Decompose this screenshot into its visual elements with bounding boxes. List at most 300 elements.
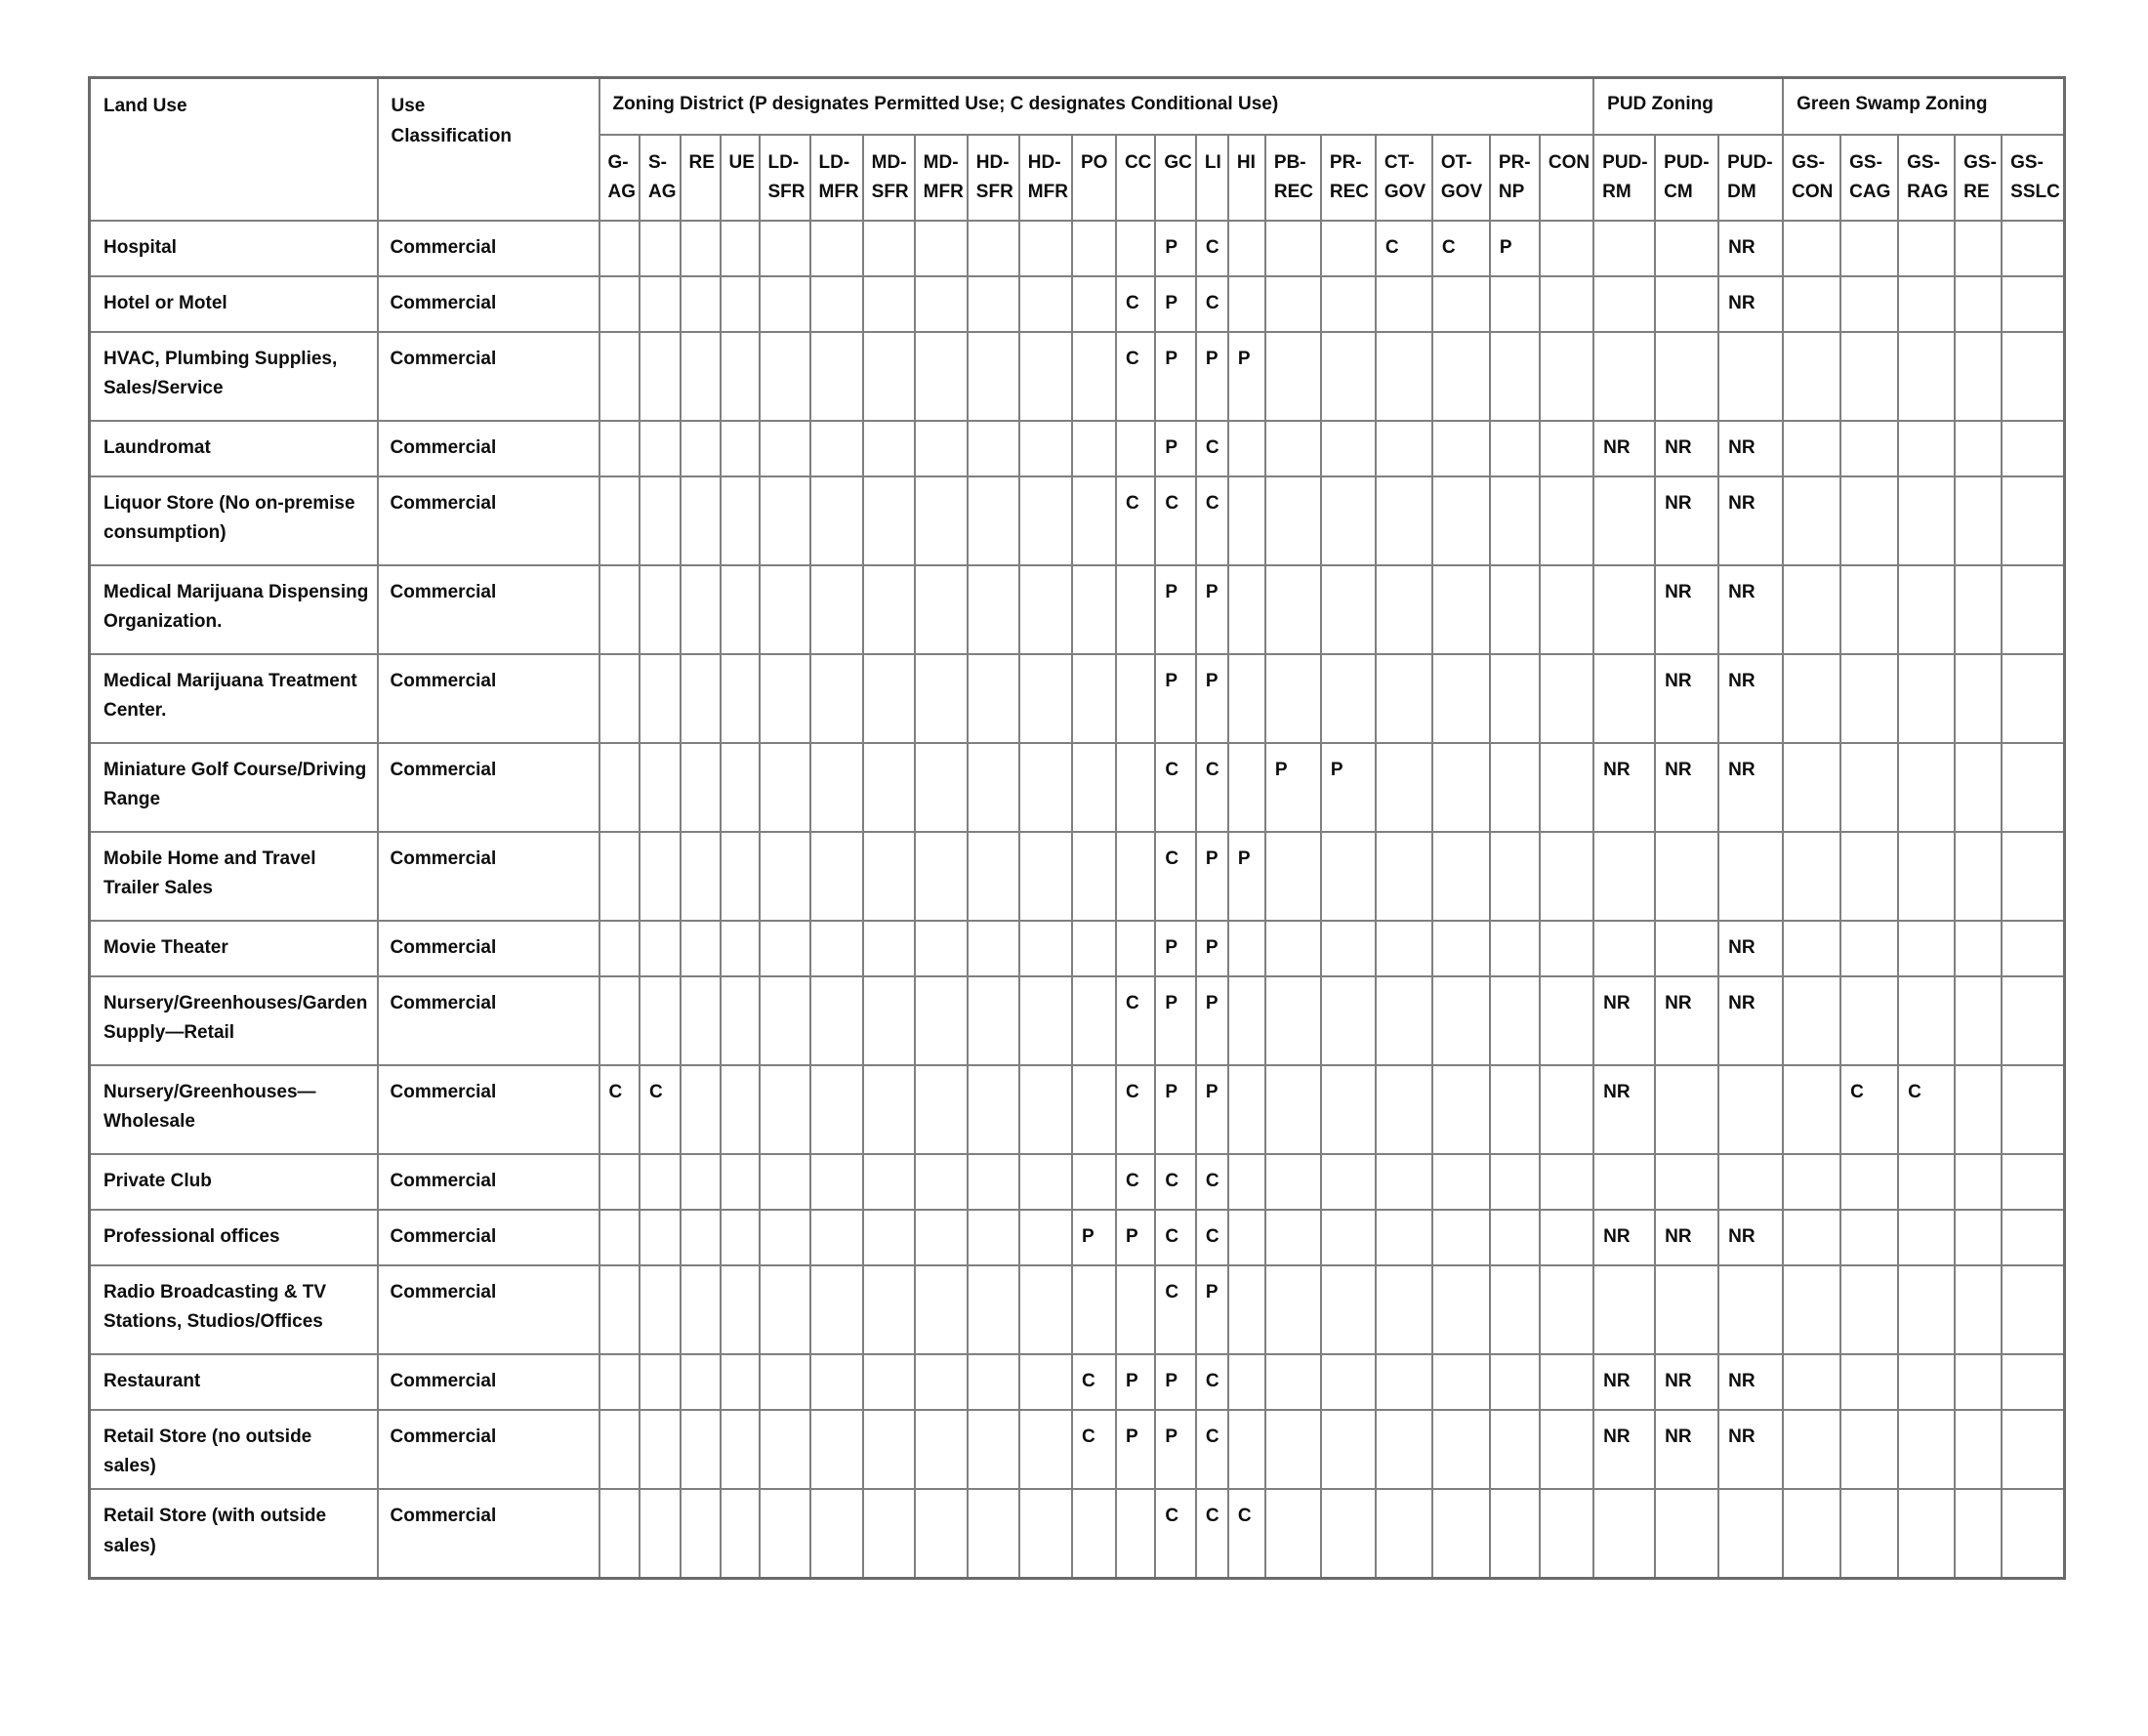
value-cell-gs-sslc (2002, 1065, 2064, 1154)
value-cell-gs-re (1955, 1265, 2002, 1354)
value-cell-ue (721, 1210, 760, 1265)
value-cell-po (1072, 1265, 1116, 1354)
value-cell-re (681, 1154, 721, 1210)
value-cell-md-sfr (863, 832, 915, 921)
value-cell-gs-cag (1840, 1410, 1898, 1490)
value-cell-con (1540, 276, 1593, 332)
value-cell-s-ag (640, 221, 681, 276)
value-cell-ld-mfr (810, 654, 863, 743)
value-cell-gs-cag (1840, 1210, 1898, 1265)
header-pud-zoning-group: PUD Zoning (1593, 78, 1783, 135)
value-cell-pr-np (1490, 421, 1540, 476)
value-cell-gs-rag (1898, 276, 1955, 332)
value-cell-con (1540, 1354, 1593, 1410)
value-cell-gs-rag (1898, 921, 1955, 976)
value-cell-md-sfr (863, 1489, 915, 1578)
value-cell-pud-cm (1655, 332, 1718, 421)
value-cell-ot-gov (1432, 832, 1490, 921)
value-cell-gs-con (1783, 421, 1840, 476)
value-cell-pr-np (1490, 565, 1540, 654)
value-cell-po (1072, 476, 1116, 565)
value-cell-pr-rec (1321, 565, 1376, 654)
value-cell-hd-sfr (968, 1065, 1019, 1154)
value-cell-pud-cm: NR (1655, 565, 1718, 654)
value-cell-gs-rag: C (1898, 1065, 1955, 1154)
value-cell-ld-mfr (810, 1489, 863, 1578)
value-cell-gs-re (1955, 1354, 2002, 1410)
value-cell-pr-rec (1321, 476, 1376, 565)
value-cell-pb-rec (1265, 1265, 1321, 1354)
value-cell-gs-rag (1898, 976, 1955, 1065)
value-cell-gs-cag (1840, 743, 1898, 832)
use-classification-cell: Commercial (378, 1410, 599, 1490)
use-classification-cell: Commercial (378, 276, 599, 332)
header-zoning-district-group: Zoning District (P designates Permitted Use; C designates Conditional Use) (599, 78, 1594, 135)
value-cell-gs-rag (1898, 332, 1955, 421)
value-cell-gc: P (1155, 921, 1196, 976)
value-cell-hd-sfr (968, 976, 1019, 1065)
table-row (90, 1354, 2065, 1410)
value-cell-li: P (1196, 921, 1228, 976)
value-cell-pud-dm: NR (1718, 276, 1783, 332)
value-cell-re (681, 1489, 721, 1578)
value-cell-ot-gov (1432, 1489, 1490, 1578)
value-cell-po (1072, 743, 1116, 832)
value-cell-pud-cm: NR (1655, 654, 1718, 743)
value-cell-gc: C (1155, 1489, 1196, 1578)
value-cell-pr-rec (1321, 976, 1376, 1065)
column-header-pr-np: PR-NP (1490, 135, 1540, 221)
value-cell-hi (1228, 1354, 1265, 1410)
value-cell-ld-sfr (760, 1154, 810, 1210)
value-cell-cc (1116, 565, 1155, 654)
value-cell-ot-gov (1432, 476, 1490, 565)
value-cell-hd-sfr (968, 1410, 1019, 1490)
value-cell-gs-cag (1840, 976, 1898, 1065)
value-cell-md-sfr (863, 921, 915, 976)
value-cell-pud-rm (1593, 476, 1655, 565)
value-cell-md-sfr (863, 221, 915, 276)
value-cell-cc (1116, 1265, 1155, 1354)
value-cell-md-sfr (863, 1065, 915, 1154)
value-cell-gs-cag (1840, 832, 1898, 921)
use-classification-cell: Commercial (378, 1154, 599, 1210)
value-cell-ld-mfr (810, 1065, 863, 1154)
value-cell-pr-np (1490, 332, 1540, 421)
value-cell-ld-mfr (810, 1354, 863, 1410)
value-cell-hi (1228, 976, 1265, 1065)
value-cell-gs-rag (1898, 1489, 1955, 1578)
column-header-pb-rec: PB-REC (1265, 135, 1321, 221)
value-cell-gs-con (1783, 1065, 1840, 1154)
value-cell-md-mfr (915, 1065, 968, 1154)
value-cell-gs-sslc (2002, 1265, 2064, 1354)
value-cell-pud-rm (1593, 921, 1655, 976)
value-cell-s-ag (640, 565, 681, 654)
value-cell-ld-mfr (810, 1410, 863, 1490)
value-cell-s-ag (640, 421, 681, 476)
value-cell-pud-cm (1655, 921, 1718, 976)
value-cell-ot-gov (1432, 743, 1490, 832)
value-cell-md-mfr (915, 276, 968, 332)
value-cell-gs-re (1955, 976, 2002, 1065)
value-cell-ld-sfr (760, 476, 810, 565)
value-cell-po: C (1072, 1354, 1116, 1410)
value-cell-gs-con (1783, 1354, 1840, 1410)
value-cell-pr-rec (1321, 1265, 1376, 1354)
value-cell-hd-sfr (968, 476, 1019, 565)
table-row (90, 1065, 2065, 1154)
value-cell-gs-re (1955, 276, 2002, 332)
value-cell-hd-sfr (968, 1354, 1019, 1410)
value-cell-md-mfr (915, 1489, 968, 1578)
value-cell-ct-gov (1376, 976, 1432, 1065)
use-classification-cell: Commercial (378, 421, 599, 476)
value-cell-gs-cag (1840, 565, 1898, 654)
value-cell-con (1540, 332, 1593, 421)
value-cell-hd-sfr (968, 1154, 1019, 1210)
use-classification-cell: Commercial (378, 1210, 599, 1265)
value-cell-gs-sslc (2002, 1210, 2064, 1265)
value-cell-ld-sfr (760, 332, 810, 421)
value-cell-li: C (1196, 221, 1228, 276)
value-cell-cc (1116, 221, 1155, 276)
value-cell-po (1072, 976, 1116, 1065)
value-cell-g-ag (599, 976, 640, 1065)
value-cell-ue (721, 1154, 760, 1210)
value-cell-g-ag (599, 1210, 640, 1265)
value-cell-hi (1228, 221, 1265, 276)
column-header-hi: HI (1228, 135, 1265, 221)
land-use-cell: Medical Marijuana Treatment Center. (90, 654, 378, 743)
value-cell-li: C (1196, 476, 1228, 565)
value-cell-ld-sfr (760, 1265, 810, 1354)
value-cell-con (1540, 1410, 1593, 1490)
value-cell-pud-dm: NR (1718, 976, 1783, 1065)
value-cell-g-ag (599, 332, 640, 421)
value-cell-md-mfr (915, 654, 968, 743)
value-cell-re (681, 332, 721, 421)
table-header (90, 78, 2065, 221)
value-cell-pb-rec (1265, 276, 1321, 332)
value-cell-li: P (1196, 832, 1228, 921)
value-cell-gs-rag (1898, 654, 1955, 743)
value-cell-con (1540, 221, 1593, 276)
header-group-row (90, 78, 2065, 135)
land-use-cell: HVAC, Plumbing Supplies, Sales/Service (90, 332, 378, 421)
value-cell-pr-rec (1321, 221, 1376, 276)
value-cell-pud-rm (1593, 832, 1655, 921)
value-cell-pud-cm: NR (1655, 476, 1718, 565)
column-header-li: LI (1196, 135, 1228, 221)
value-cell-pr-np (1490, 976, 1540, 1065)
value-cell-md-sfr (863, 1265, 915, 1354)
value-cell-re (681, 921, 721, 976)
document-page (0, 76, 2148, 1736)
value-cell-po (1072, 654, 1116, 743)
value-cell-con (1540, 832, 1593, 921)
value-cell-pr-np (1490, 1354, 1540, 1410)
value-cell-ue (721, 476, 760, 565)
value-cell-gs-con (1783, 832, 1840, 921)
value-cell-g-ag (599, 921, 640, 976)
value-cell-gs-cag (1840, 1489, 1898, 1578)
value-cell-ld-mfr (810, 221, 863, 276)
land-use-cell: Medical Marijuana Dispensing Organization. (90, 565, 378, 654)
header-use-classification (378, 78, 599, 221)
use-classification-cell: Commercial (378, 1065, 599, 1154)
value-cell-hd-sfr (968, 832, 1019, 921)
value-cell-s-ag (640, 332, 681, 421)
value-cell-hi (1228, 421, 1265, 476)
use-classification-cell: Commercial (378, 976, 599, 1065)
value-cell-gs-cag (1840, 276, 1898, 332)
column-header-ld-sfr: LD-SFR (760, 135, 810, 221)
value-cell-gs-sslc (2002, 743, 2064, 832)
land-use-cell: Nursery/Greenhouses—Wholesale (90, 1065, 378, 1154)
value-cell-gc: C (1155, 476, 1196, 565)
value-cell-con (1540, 976, 1593, 1065)
column-header-s-ag: S-AG (640, 135, 681, 221)
use-classification-cell: Commercial (378, 654, 599, 743)
value-cell-md-sfr (863, 1354, 915, 1410)
value-cell-re (681, 565, 721, 654)
value-cell-po (1072, 832, 1116, 921)
value-cell-md-sfr (863, 565, 915, 654)
header-green-swamp-zoning-group: Green Swamp Zoning (1783, 78, 2064, 135)
value-cell-hd-sfr (968, 421, 1019, 476)
value-cell-cc (1116, 654, 1155, 743)
value-cell-hd-mfr (1019, 976, 1072, 1065)
value-cell-pr-rec: P (1321, 743, 1376, 832)
value-cell-pud-dm: NR (1718, 221, 1783, 276)
value-cell-gc: P (1155, 1065, 1196, 1154)
value-cell-pud-rm (1593, 1489, 1655, 1578)
value-cell-li: P (1196, 1265, 1228, 1354)
value-cell-pr-rec (1321, 1354, 1376, 1410)
value-cell-hi (1228, 476, 1265, 565)
value-cell-hd-mfr (1019, 421, 1072, 476)
value-cell-gc: P (1155, 976, 1196, 1065)
value-cell-gs-con (1783, 654, 1840, 743)
value-cell-ot-gov (1432, 921, 1490, 976)
value-cell-pud-dm: NR (1718, 476, 1783, 565)
value-cell-md-mfr (915, 565, 968, 654)
value-cell-gs-cag: C (1840, 1065, 1898, 1154)
value-cell-md-mfr (915, 1265, 968, 1354)
column-header-gc: GC (1155, 135, 1196, 221)
value-cell-gs-con (1783, 476, 1840, 565)
value-cell-ot-gov: C (1432, 221, 1490, 276)
value-cell-cc: C (1116, 476, 1155, 565)
value-cell-pud-rm: NR (1593, 1354, 1655, 1410)
value-cell-gc: P (1155, 421, 1196, 476)
value-cell-ue (721, 743, 760, 832)
value-cell-ld-mfr (810, 976, 863, 1065)
value-cell-cc (1116, 743, 1155, 832)
value-cell-ct-gov (1376, 1265, 1432, 1354)
value-cell-gs-rag (1898, 1154, 1955, 1210)
value-cell-li: C (1196, 1410, 1228, 1490)
value-cell-gs-re (1955, 476, 2002, 565)
column-header-con: CON (1540, 135, 1593, 221)
value-cell-gs-sslc (2002, 1489, 2064, 1578)
value-cell-gs-sslc (2002, 565, 2064, 654)
value-cell-ld-mfr (810, 332, 863, 421)
use-classification-cell: Commercial (378, 1265, 599, 1354)
use-classification-cell: Commercial (378, 1489, 599, 1578)
value-cell-ct-gov (1376, 1210, 1432, 1265)
value-cell-ct-gov (1376, 1065, 1432, 1154)
column-header-po: PO (1072, 135, 1116, 221)
value-cell-gc: C (1155, 743, 1196, 832)
value-cell-po: P (1072, 1210, 1116, 1265)
land-use-cell: Mobile Home and Travel Trailer Sales (90, 832, 378, 921)
column-header-gs-sslc: GS-SSLC (2002, 135, 2064, 221)
value-cell-pud-rm (1593, 654, 1655, 743)
value-cell-con (1540, 476, 1593, 565)
value-cell-re (681, 1065, 721, 1154)
land-use-cell: Retail Store (with outside sales) (90, 1489, 378, 1578)
value-cell-g-ag (599, 421, 640, 476)
value-cell-gs-con (1783, 921, 1840, 976)
zoning-use-table (88, 76, 2066, 1580)
value-cell-s-ag (640, 1265, 681, 1354)
value-cell-ct-gov (1376, 921, 1432, 976)
value-cell-pud-rm (1593, 1154, 1655, 1210)
value-cell-pud-dm (1718, 1489, 1783, 1578)
value-cell-gs-con (1783, 332, 1840, 421)
value-cell-hi (1228, 565, 1265, 654)
value-cell-pb-rec (1265, 221, 1321, 276)
value-cell-ct-gov (1376, 1410, 1432, 1490)
value-cell-pb-rec (1265, 1410, 1321, 1490)
value-cell-ld-sfr (760, 1489, 810, 1578)
value-cell-con (1540, 921, 1593, 976)
value-cell-hd-mfr (1019, 221, 1072, 276)
value-cell-re (681, 743, 721, 832)
value-cell-re (681, 221, 721, 276)
value-cell-ue (721, 1354, 760, 1410)
value-cell-gs-rag (1898, 832, 1955, 921)
value-cell-gs-cag (1840, 332, 1898, 421)
value-cell-ot-gov (1432, 421, 1490, 476)
value-cell-pud-cm (1655, 1489, 1718, 1578)
value-cell-con (1540, 1265, 1593, 1354)
value-cell-ue (721, 421, 760, 476)
value-cell-po (1072, 565, 1116, 654)
use-classification-cell: Commercial (378, 921, 599, 976)
value-cell-hd-mfr (1019, 1410, 1072, 1490)
value-cell-pr-np (1490, 1154, 1540, 1210)
value-cell-gs-rag (1898, 476, 1955, 565)
value-cell-ct-gov (1376, 1354, 1432, 1410)
value-cell-hd-mfr (1019, 1489, 1072, 1578)
value-cell-gs-re (1955, 332, 2002, 421)
value-cell-pud-dm (1718, 832, 1783, 921)
table-row (90, 421, 2065, 476)
value-cell-g-ag (599, 221, 640, 276)
value-cell-li: C (1196, 1154, 1228, 1210)
column-header-ue: UE (721, 135, 760, 221)
value-cell-cc: P (1116, 1210, 1155, 1265)
value-cell-re (681, 832, 721, 921)
value-cell-pb-rec (1265, 1489, 1321, 1578)
column-header-pud-rm: PUD-RM (1593, 135, 1655, 221)
value-cell-s-ag (640, 976, 681, 1065)
land-use-cell: Movie Theater (90, 921, 378, 976)
value-cell-hd-mfr (1019, 276, 1072, 332)
value-cell-pud-cm: NR (1655, 743, 1718, 832)
column-header-pud-dm: PUD-DM (1718, 135, 1783, 221)
table-row (90, 832, 2065, 921)
value-cell-pr-rec (1321, 654, 1376, 743)
value-cell-md-sfr (863, 976, 915, 1065)
value-cell-ct-gov (1376, 743, 1432, 832)
value-cell-s-ag (640, 1410, 681, 1490)
value-cell-s-ag: C (640, 1065, 681, 1154)
value-cell-gs-rag (1898, 743, 1955, 832)
column-header-hd-sfr: HD-SFR (968, 135, 1019, 221)
use-classification-cell: Commercial (378, 1354, 599, 1410)
value-cell-md-sfr (863, 1410, 915, 1490)
value-cell-ue (721, 1489, 760, 1578)
value-cell-ld-mfr (810, 1210, 863, 1265)
value-cell-ot-gov (1432, 332, 1490, 421)
value-cell-gs-cag (1840, 476, 1898, 565)
value-cell-gc: P (1155, 654, 1196, 743)
value-cell-hd-mfr (1019, 565, 1072, 654)
value-cell-ld-sfr (760, 654, 810, 743)
value-cell-g-ag (599, 1489, 640, 1578)
value-cell-ue (721, 921, 760, 976)
value-cell-gs-con (1783, 1489, 1840, 1578)
value-cell-hd-sfr (968, 565, 1019, 654)
table-row (90, 476, 2065, 565)
value-cell-po: C (1072, 1410, 1116, 1490)
value-cell-pud-cm: NR (1655, 1210, 1718, 1265)
value-cell-po (1072, 221, 1116, 276)
value-cell-gs-con (1783, 276, 1840, 332)
value-cell-gs-re (1955, 743, 2002, 832)
value-cell-con (1540, 743, 1593, 832)
value-cell-hi: P (1228, 832, 1265, 921)
value-cell-gs-sslc (2002, 1410, 2064, 1490)
value-cell-pb-rec (1265, 1354, 1321, 1410)
land-use-cell: Restaurant (90, 1354, 378, 1410)
value-cell-ld-mfr (810, 476, 863, 565)
value-cell-pud-dm (1718, 1265, 1783, 1354)
value-cell-cc: C (1116, 332, 1155, 421)
value-cell-ct-gov (1376, 476, 1432, 565)
value-cell-pb-rec (1265, 976, 1321, 1065)
use-classification-cell: Commercial (378, 476, 599, 565)
table-row (90, 1410, 2065, 1490)
value-cell-pud-cm (1655, 1265, 1718, 1354)
value-cell-pr-rec (1321, 1154, 1376, 1210)
value-cell-pr-rec (1321, 1489, 1376, 1578)
value-cell-ld-sfr (760, 976, 810, 1065)
value-cell-pud-rm (1593, 332, 1655, 421)
value-cell-pr-rec (1321, 332, 1376, 421)
value-cell-li: C (1196, 276, 1228, 332)
table-row (90, 976, 2065, 1065)
value-cell-po (1072, 421, 1116, 476)
value-cell-pr-rec (1321, 276, 1376, 332)
value-cell-gs-cag (1840, 421, 1898, 476)
value-cell-re (681, 421, 721, 476)
column-header-ct-gov: CT-GOV (1376, 135, 1432, 221)
